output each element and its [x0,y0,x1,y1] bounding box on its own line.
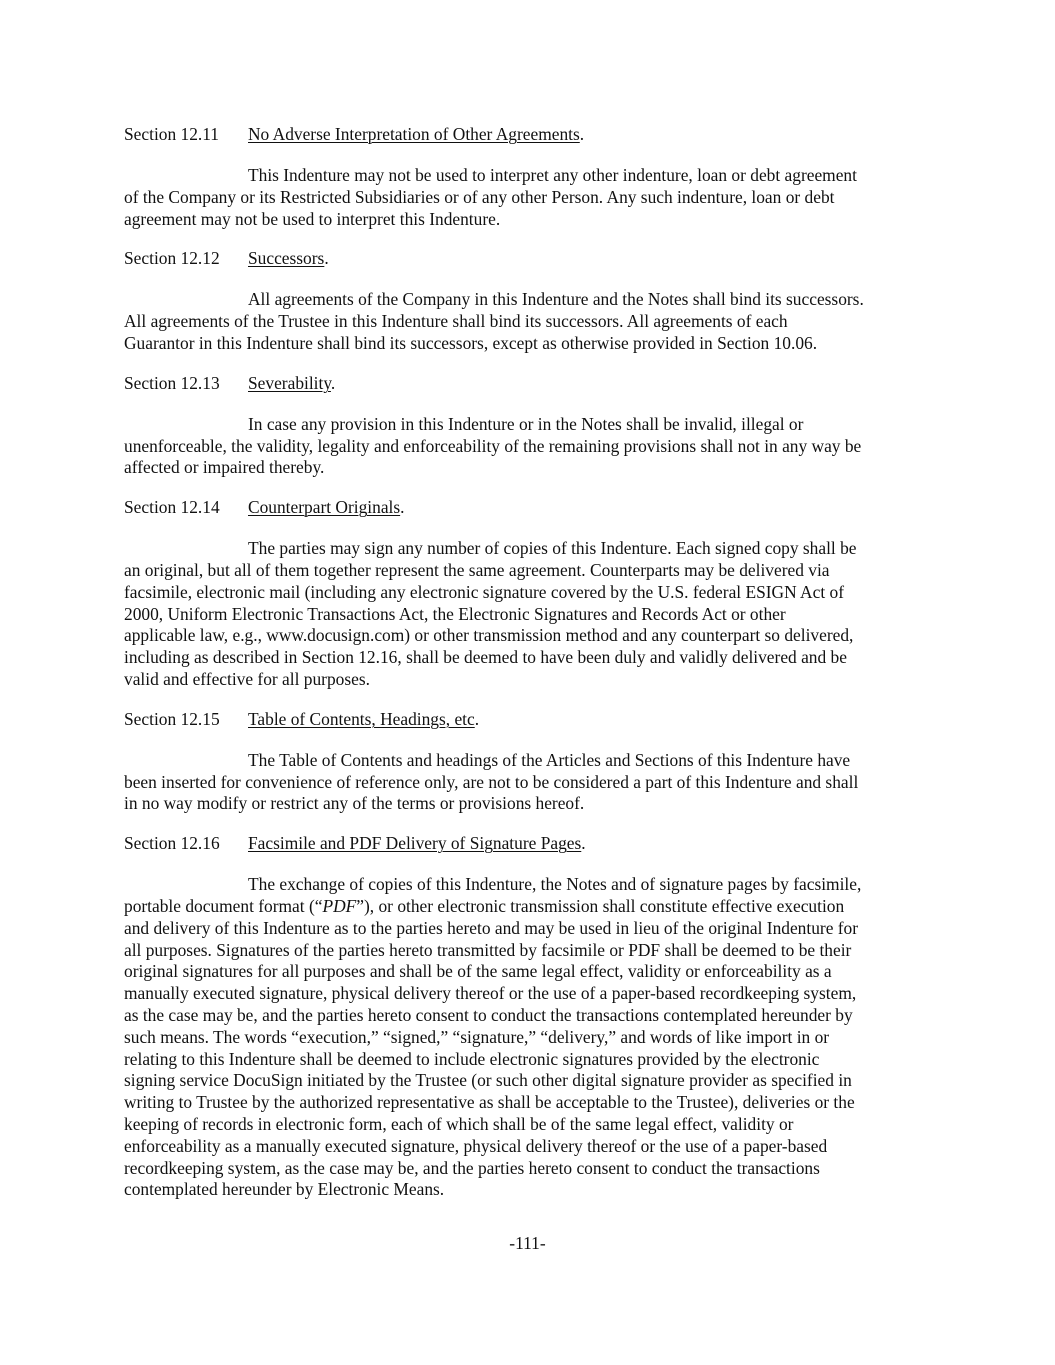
section-title-period: . [579,124,585,144]
body-line: valid and effective for all purposes. [124,668,370,689]
section-12-13 [124,373,936,479]
section-heading [124,248,936,270]
section-title-period: . [400,497,405,518]
section-title: Successors [248,248,325,269]
section-title: Counterpart Originals [248,497,401,518]
body-line: portable document format (“PDF”), or other electronic transmission shall constitute effective execution [124,895,845,916]
section-body [124,874,936,1201]
body-line: all purposes. Signatures of the parties hereto transmitted by facsimile or PDF shall be deemed to be their [124,939,852,960]
body-line: applicable law, e.g., www.docusign.com) or other transmission method and any counterpart so delivered, [124,625,854,646]
section-body [124,538,936,691]
section-number: Section 12.16 [124,833,220,854]
body-line: as the case may be, and the parties hereto consent to conduct the transactions contemplated hereunder by [124,1004,853,1025]
body-line: This Indenture may not be used to interpret any other indenture, loan or debt agreement [248,165,857,185]
body-line: All agreements of the Trustee in this Indenture shall bind its successors. All agreements of each [124,311,788,332]
page-number: -111- [509,1233,546,1253]
section-number: Section 12.14 [124,497,220,518]
section-title: Facsimile and PDF Delivery of Signature Pages [248,833,582,854]
section-heading [124,497,936,519]
body-line: The Table of Contents and headings of the Articles and Sections of this Indenture have [248,749,851,770]
section-heading [124,709,936,731]
body-line: enforceability as a manually executed signature, physical delivery thereof or the use of a paper-based [124,1135,828,1156]
body-line: agreement may not be used to interpret this Indenture. [124,208,501,229]
body-line: affected or impaired thereby. [124,457,325,478]
section-number: Section 12.15 [124,708,220,729]
section-number: Section 12.13 [124,372,220,393]
section-12-16 [124,833,936,1201]
section-title: Table of Contents, Headings, etc [248,708,475,729]
body-line: facsimile, electronic mail (including any electronic signature covered by the U.S. federal ESIGN Act of [124,581,845,602]
section-12-12 [124,248,936,354]
section-heading [124,124,936,146]
body-line: original signatures for all purposes and shall be of the same legal effect, validity or enforceability as a [124,961,832,982]
body-line: contemplated hereunder by Electronic Means. [124,1179,445,1200]
body-line: unenforceable, the validity, legality and enforceability of the remaining provisions shall not in any way be [124,435,862,456]
body-line: relating to this Indenture shall be deemed to include electronic signatures provided by the electronic [124,1048,820,1069]
body-line: and delivery of this Indenture as to the parties hereto and may be used in lieu of the original Indenture for [124,917,859,938]
body-line: such means. The words “execution,” “signed,” “signature,” “delivery,” and words of like import in or [124,1026,830,1047]
body-line: writing to Trustee by the authorized representative as shall be acceptable to the Trustee), deliveries or the [124,1092,855,1113]
body-line: an original, but all of them together represent the same agreement. Counterparts may be delivered via [124,559,830,580]
body-line: The exchange of copies of this Indenture, the Notes and of signature pages by facsimile, [248,874,862,895]
body-line: 2000, Uniform Electronic Transactions Act, the Electronic Signatures and Records Act or other [124,603,786,624]
body-line: signing service DocuSign initiated by the Trustee (or such other digital signature provider as specified in [124,1070,852,1091]
section-title-period: . [324,248,329,269]
body-line: including as described in Section 12.16, shall be deemed to have been duly and validly delivered and be [124,647,847,668]
section-title-period: . [474,708,480,729]
section-body [124,750,936,815]
section-body [124,289,936,354]
section-title: No Adverse Interpretation of Other Agreements [248,124,580,144]
section-number: Section 12.11 [124,124,219,144]
defined-term: PDF [322,895,357,916]
section-number: Section 12.12 [124,248,220,269]
section-12-15 [124,709,936,815]
body-line: in no way modify or restrict any of the terms or provisions hereof. [124,793,585,814]
body-line: Guarantor in this Indenture shall bind its successors, except as otherwise provided in Section 10.06. [124,332,818,353]
body-line: recordkeeping system, as the case may be, and the parties hereto consent to conduct the transactions [124,1157,820,1178]
section-body [124,414,936,479]
body-line: The parties may sign any number of copies of this Indenture. Each signed copy shall be [248,538,857,559]
section-title-period: . [330,372,336,393]
body-line: manually executed signature, physical delivery thereof or the use of a paper-based recordkeeping system, [124,983,857,1004]
body-line: of the Company or its Restricted Subsidiaries or of any other Person. Any such indenture, loan or debt [124,186,835,207]
body-line: All agreements of the Company in this Indenture and the Notes shall bind its successors. [248,289,864,310]
body-line: In case any provision in this Indenture or in the Notes shall be invalid, illegal or [248,413,804,434]
section-heading [124,833,936,855]
section-title: Severability [248,372,331,393]
section-body [124,165,936,230]
section-12-11 [124,124,936,230]
body-line: keeping of records in electronic form, each of which shall be of the same legal effect, validity or [124,1113,794,1134]
body-line: been inserted for convenience of reference only, are not to be considered a part of this Indenture and shall [124,771,859,792]
section-12-14 [124,497,936,691]
document-page [124,124,936,1219]
section-title-period: . [581,833,586,854]
section-heading [124,373,936,395]
